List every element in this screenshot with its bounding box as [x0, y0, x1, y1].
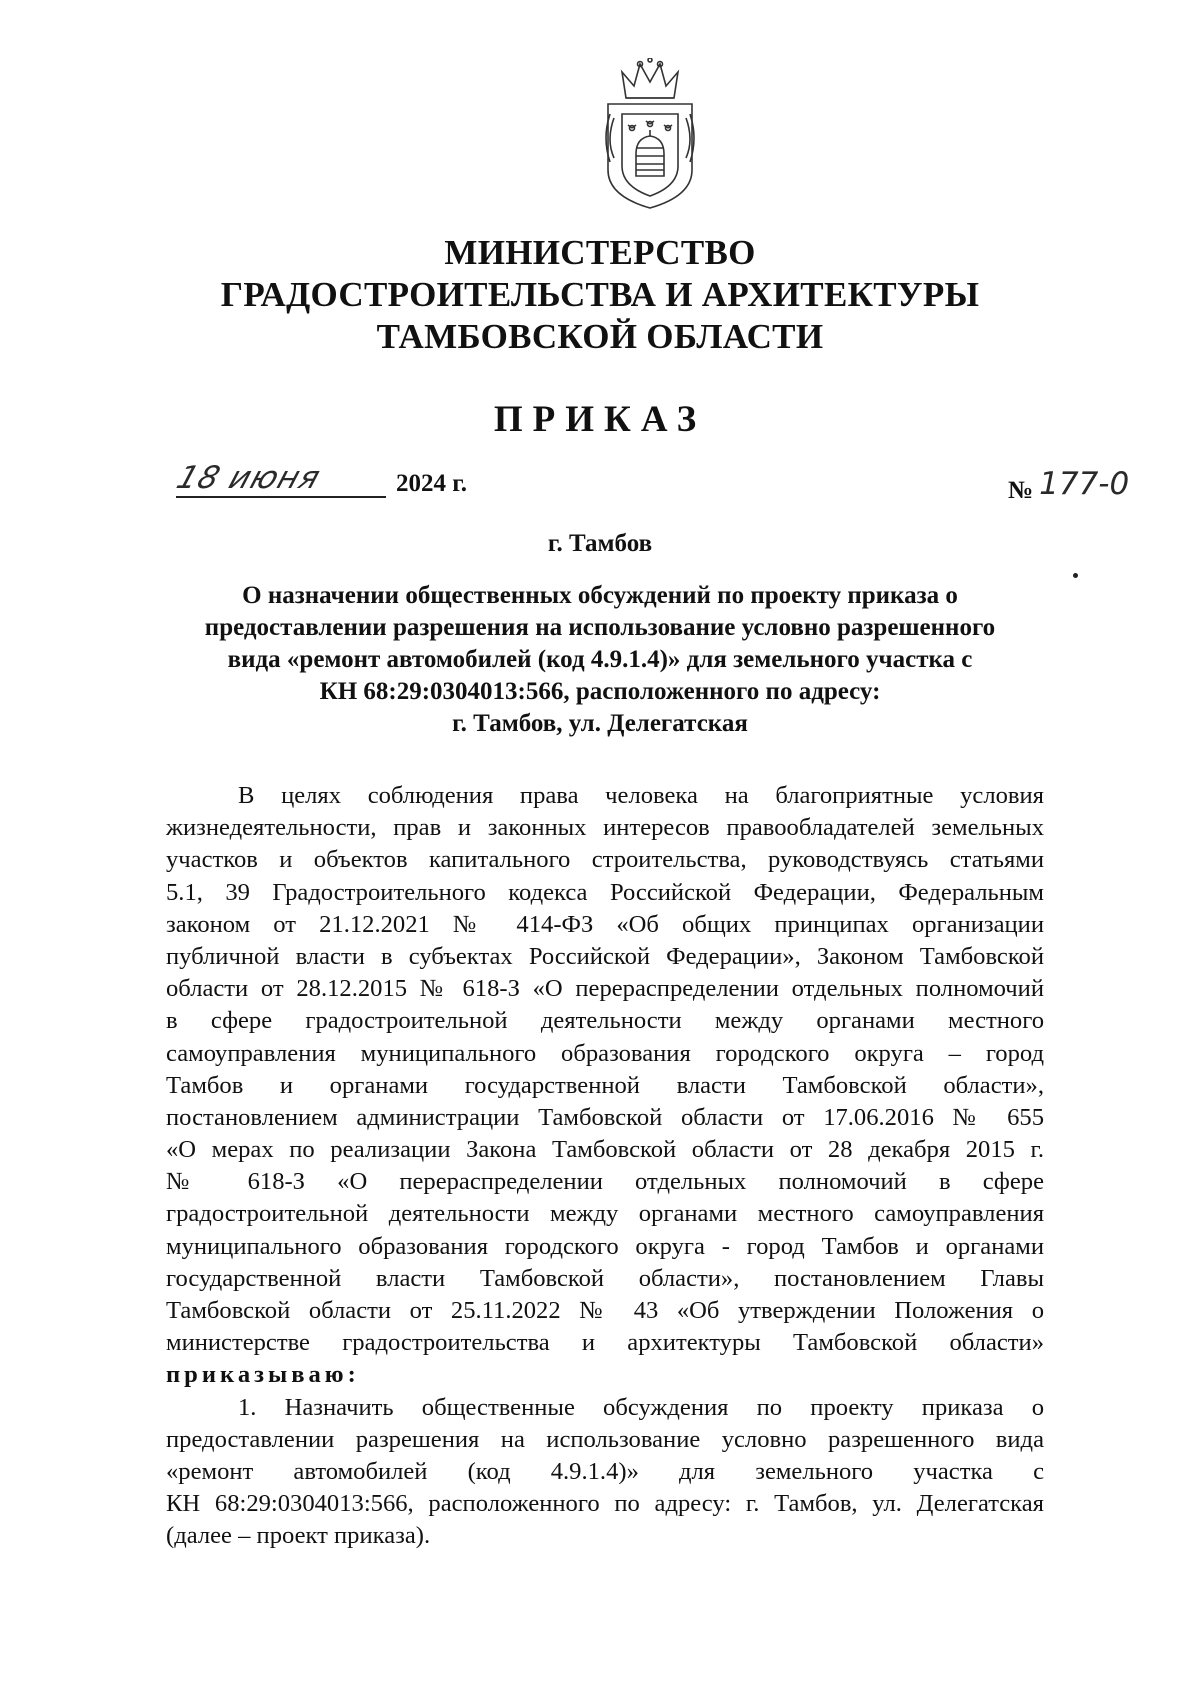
item-1-line: КН 68:29:0304013:566, расположенного по адресу: г. Тамбов, ул. Делегатская: [166, 1490, 1044, 1518]
ministry-name: [0, 232, 1200, 358]
preamble-line: № 618-З «О перераспределении отдельных полномочий в сфере: [166, 1168, 1044, 1196]
preamble-line: Тамбовской области от 25.11.2022 № 43 «Об утверждении Положения о: [166, 1297, 1044, 1324]
order-year: 2024 г.: [396, 470, 468, 497]
coat-of-arms-emblem: [596, 58, 704, 210]
handwritten-date: 18 июня: [172, 460, 326, 496]
preamble-line: участков и объектов капитального строительства, руководствуясь статьями: [166, 846, 1044, 874]
subject-line: КН 68:29:0304013:566, расположенного по адресу:: [319, 678, 881, 705]
handwritten-number: 177-0: [1039, 466, 1130, 502]
preamble-line: государственной власти Тамбовской области», постановлением Главы: [166, 1264, 1044, 1292]
ministry-name-line-2: ГРАДОСТРОИТЕЛЬСТВА И АРХИТЕКТУРЫ: [220, 275, 980, 314]
number-sign: №: [1008, 477, 1034, 504]
stray-dot-mark: [1073, 573, 1078, 578]
subject-line: г. Тамбов, ул. Делегатская: [452, 710, 748, 737]
preamble-line: 5.1, 39 Градостроительного кодекса Российской Федерации, Федеральным: [166, 878, 1044, 906]
preamble-line: муниципального образования городского округа - город Тамбов и органами: [166, 1232, 1044, 1260]
subject-line: О назначении общественных обсуждений по проекту приказа о: [242, 582, 958, 609]
order-number: [1008, 466, 1130, 506]
preamble-line: В целях соблюдения права человека на благоприятные условия: [238, 782, 1044, 809]
preamble-line: постановлением администрации Тамбовской области от 17.06.2016 № 655: [166, 1103, 1044, 1131]
order-body: [166, 780, 1044, 1553]
preamble-line: области от 28.12.2015 № 618-З «О перераспределении отдельных полномочий: [166, 975, 1044, 1003]
preamble-line: законом от 21.12.2021 № 414-ФЗ «Об общих принципах организации: [166, 910, 1044, 938]
preamble-line: публичной власти в субъектах Российской Федерации», Законом Тамбовской: [166, 942, 1044, 970]
preamble-line: министерстве градостроительства и архитектуры Тамбовской области»: [166, 1329, 1044, 1357]
item-1-line: предоставлении разрешения на использование условно разрешенного вида: [166, 1425, 1044, 1453]
subject-line: предоставлении разрешения на использование условно разрешенного: [204, 614, 996, 641]
document-type-title: ПРИКАЗ: [493, 399, 707, 440]
item-1-line: 1. Назначить общественные обсуждения по проекту приказа о: [238, 1393, 1044, 1421]
preamble-line: жизнедеятельности, прав и законных интересов правообладателей земельных: [166, 814, 1044, 842]
item-1-line: «ремонт автомобилей (код 4.9.1.4)» для земельного участка с: [166, 1457, 1044, 1485]
preamble-line: самоуправления муниципального образования городского округа – город: [166, 1039, 1044, 1067]
subject-line: вида «ремонт автомобилей (код 4.9.1.4)» для земельного участка с: [227, 646, 973, 673]
preamble-line: «О мерах по реализации Закона Тамбовской области от 28 декабря 2015 г.: [166, 1136, 1044, 1164]
preamble-line: градостроительной деятельности между органами местного самоуправления: [166, 1200, 1044, 1228]
ministry-name-line-3: ТАМБОВСКОЙ ОБЛАСТИ: [376, 317, 824, 356]
order-subject: [150, 580, 1050, 740]
item-1-line: (далее – проект приказа).: [166, 1522, 431, 1550]
handwritten-date-field: [172, 460, 386, 498]
order-word: приказываю:: [166, 1361, 360, 1389]
preamble-line: в сфере градостроительной деятельности между органами местного: [166, 1007, 1044, 1035]
ministry-name-line-1: МИНИСТЕРСТВО: [444, 233, 756, 272]
preamble-line: Тамбов и органами государственной власти Тамбовской области»,: [166, 1071, 1044, 1099]
city-name: г. Тамбов: [547, 530, 653, 557]
